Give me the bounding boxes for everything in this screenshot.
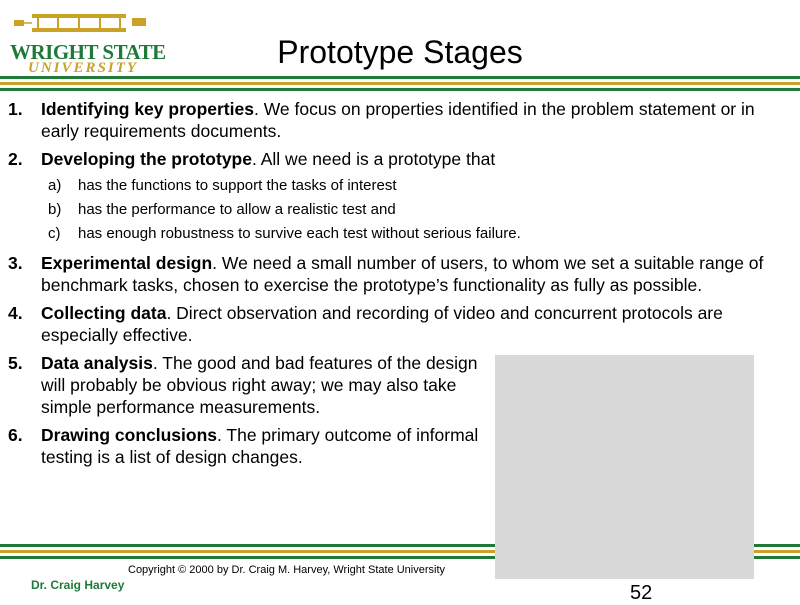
item-text: . The primary outcome of informal testing is a list of design changes. [41,425,479,467]
sub-list-item [8,224,768,244]
list-item [8,302,768,346]
sub-item-text: has enough robustness to survive each test without serious failure. [78,225,521,242]
list-item [8,98,768,142]
list-item [8,252,768,296]
logo-wordmark: WRIGHT STATE [10,40,166,64]
item-number: 3. [8,253,23,273]
page-number: 52 [630,582,653,604]
wright-flyer-icon [8,10,150,40]
item-heading: Data analysis [41,353,153,373]
item-heading: Collecting data [41,303,167,323]
item-number: 5. [8,353,23,373]
item-text: . The good and bad features of the design will probably be obvious right away; we may also take simple performance measurements. [41,353,478,417]
item-text: . Direct observation and recording of video and concurrent protocols are especially effective. [41,303,723,345]
item-number: 4. [8,303,23,323]
header-rule-green-2 [0,88,800,91]
author-name: Dr. Craig Harvey [31,578,125,592]
item-text: . All we need is a prototype that [251,149,496,169]
sub-list-item [8,200,768,220]
logo-subtitle: UNIVERSITY [28,60,139,76]
header-rule-green [0,76,800,79]
image-placeholder [495,355,754,579]
sub-item-text: has the functions to support the tasks of interest [78,177,397,194]
copyright-notice: Copyright © 2000 by Dr. Craig M. Harvey, Wright State University [128,564,446,576]
list-item [8,424,501,468]
wright-state-logo [8,10,166,76]
item-number: 6. [8,425,23,445]
sub-list-item [8,176,768,196]
sub-item-letter: b) [48,201,62,218]
sub-item-letter: a) [48,177,62,194]
item-text: . We focus on properties identified in the problem statement or in early requirements documents. [41,99,755,141]
item-heading: Experimental design [41,253,213,273]
list-item [8,148,768,170]
item-heading: Identifying key properties [41,99,254,119]
item-heading: Developing the prototype [41,149,252,169]
header-rule-gold [0,82,800,85]
slide-title: Prototype Stages [277,34,523,70]
sub-item-letter: c) [48,225,61,242]
sub-item-text: has the performance to allow a realistic test and [78,201,396,218]
item-heading: Drawing conclusions [41,425,217,445]
item-number: 2. [8,149,23,169]
item-text: . We need a small number of users, to whom we set a suitable range of benchmark tasks, chosen to exercise the prototype’s functionality as fully as possible. [41,253,764,295]
item-number: 1. [8,99,23,119]
list-item [8,352,501,418]
